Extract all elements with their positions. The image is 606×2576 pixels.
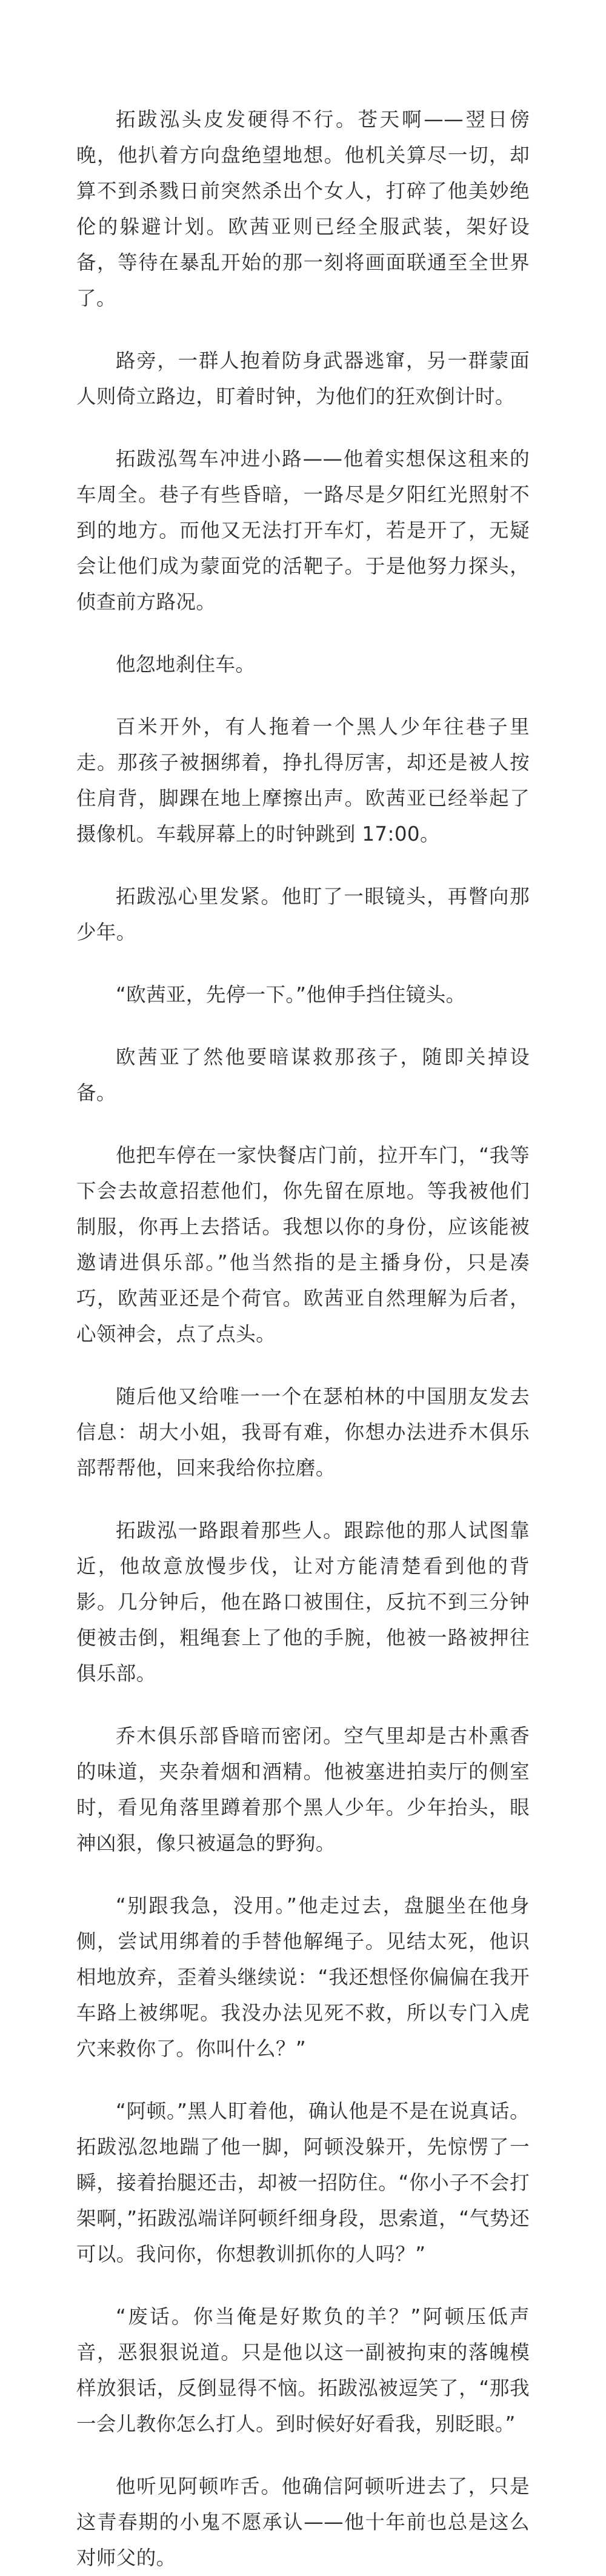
- paragraph: 他忽地刹住车。: [116, 653, 256, 676]
- paragraph: 乔木俱乐部昏暗而密闭。空气里却是古朴熏香的味道，夹杂着烟和酒精。他被塞进拍卖厅的侧室时，看见角落里蹲着那个黑人少年。少年抬头，眼神凶狠，像只被逼急的野狗。: [76, 1724, 530, 1855]
- paragraph: 拓跋泓头皮发硬得不行。苍天啊——翌日傍晚，他扒着方向盘绝望地想。他机关算尽一切，却算不到杀戮日前突然杀出个女人，打碎了他美妙绝伦的躲避计划。欧茜亚则已经全服武装，架好设备，等待在暴乱开始的那一刻将画面联通至全世界了。: [76, 108, 530, 310]
- paragraph: 路旁，一群人抱着防身武器逃窜，另一群蒙面人则倚立路边，盯着时钟，为他们的狂欢倒计时。: [76, 349, 530, 408]
- paragraph: 拓跋泓心里发紧。他盯了一眼镜头，再瞥向那少年。: [76, 885, 530, 944]
- paragraph: 拓跋泓一路跟着那些人。跟踪他的那人试图靠近，他故意放慢步伐，让对方能清楚看到他的背影。几分钟后，他在路口被围住，反抗不到三分钟便被击倒，粗绳套上了他的手腕，他被一路被押往俱乐部。: [76, 1519, 530, 1685]
- paragraph: 欧茜亚了然他要暗谋救那孩子，随即关掉设备。: [76, 1046, 530, 1104]
- paragraph: “阿顿。”黑人盯着他，确认他是不是在说真话。拓跋泓忽地踹了他一脚，阿顿没躲开，先惊愣了一瞬，接着抬腿还击，却被一招防住。“你小子不会打架啊，”拓跋泓端详阿顿纤细身段，思索道，“气势还可以。我问你，你想教训抓你的人吗？”: [76, 2100, 530, 2266]
- paragraph: 随后他又给唯一一个在瑟柏林的中国朋友发去信息：胡大小姐，我哥有难，你想办法进乔木俱乐部帮帮他，回来我给你拉磨。: [76, 1385, 530, 1480]
- paragraph: 百米开外，有人拖着一个黑人少年往巷子里走。那孩子被捆绑着，挣扎得厉害，却还是被人按住肩背，脚踝在地上摩擦出声。欧茜亚已经举起了摄像机。车载屏幕上的时钟跳到 17:00。: [76, 715, 530, 846]
- paragraph: 他把车停在一家快餐店门前，拉开车门，“我等下会去故意招惹他们，你先留在原地。等我被他们制服，你再上去搭话。我想以你的身份，应该能被邀请进俱乐部。”他当然指的是主播身份，只是凑巧，欧茜亚还是个荷官。欧茜亚自然理解为后者，心领神会，点了点头。: [76, 1144, 530, 1346]
- paragraph: “欧茜亚，先停一下。”他伸手挡住镜头。: [116, 983, 466, 1006]
- paragraph: “废话。你当俺是好欺负的羊？”阿顿压低声音，恶狠狠说道。只是他以这一副被拘束的落魄模样放狠话，反倒显得不恼。拓跋泓被逗笑了，“那我一会儿教你怎么打人。到时候好好看我，别眨眼。”: [76, 2305, 530, 2435]
- paragraph: 拓跋泓驾车冲进小路——他着实想保这租来的车周全。巷子有些昏暗，一路尽是夕阳红光照射不到的地方。而他又无法打开车灯，若是开了，无疑会让他们成为蒙面党的活靶子。于是他努力探头，侦查前方路况。: [76, 447, 530, 613]
- paragraph: 他听见阿顿咋舌。他确信阿顿听进去了，只是这青春期的小鬼不愿承认——他十年前也总是这么对师父的。: [76, 2475, 530, 2569]
- paragraph: “别跟我急，没用。”他走过去，盘腿坐在他身侧，尝试用绑着的手替他解绳子。见结太死，他识相地放弃，歪着头继续说：“我还想怪你偏偏在我开车路上被绑呢。我没办法见死不救，所以专门入虎穴来救你了。你叫什么？”: [76, 1894, 530, 2060]
